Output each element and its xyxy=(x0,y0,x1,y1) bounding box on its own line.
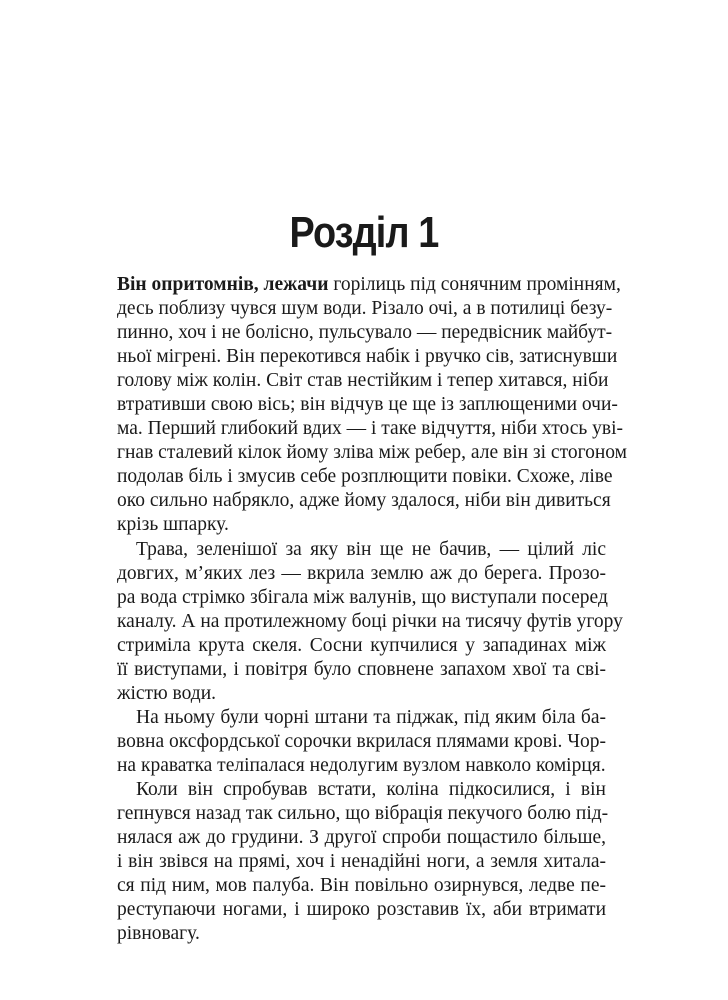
text-line: нялася аж до грудини. З другої спроби пощастило більше, xyxy=(117,827,606,849)
text-line: втративши свою вісь; він відчув це ще із заплющеними очи- xyxy=(117,394,618,416)
text-line: жістю води. xyxy=(117,682,217,704)
text-line: крізь шпарку. xyxy=(117,514,229,536)
text-line: око сильно набрякло, адже йому здалося, ніби він дивиться xyxy=(117,490,611,512)
text-line: голову між колін. Світ став нестійким і тепер хитався, ніби xyxy=(117,370,609,392)
text-line: гнав сталевий кілок йому зліва між ребер, але він зі стогоном xyxy=(117,442,628,464)
text-line: ра вода стрімко збігала між валунів, що виступали посеред xyxy=(117,586,608,608)
text-line: рівновагу. xyxy=(117,923,200,945)
text-line xyxy=(117,273,621,297)
paragraph xyxy=(117,538,623,706)
lead-in-rest: горілиць під сонячним промінням, xyxy=(328,274,621,295)
text-line: каналу. А на протилежному боці річки на тисячу футів угору xyxy=(117,610,623,632)
text-line: і він звівся на прямі, хоч і ненадійні ноги, а земля хитала- xyxy=(117,851,606,873)
text-line: ся під ним, мов палуба. Він повільно озирнувся, ледве пе- xyxy=(117,875,606,897)
text-line: на краватка теліпалася недолугим вузлом навколо комірця. xyxy=(117,754,606,776)
paragraph xyxy=(117,778,609,946)
text-line: ньої мігрені. Він перекотився набік і рвучко сів, затиснувши xyxy=(117,346,618,368)
lead-in-text: Він опритомнів, лежачи xyxy=(117,274,329,295)
chapter-body xyxy=(117,273,628,946)
text-line: стриміла крута скеля. Сосни купчилися у западинах між xyxy=(117,634,606,656)
text-line: довгих, м’яких лез — вкрила землю аж до берега. Прозо- xyxy=(117,562,606,584)
chapter-title: Розділ 1 xyxy=(289,208,439,257)
paragraph xyxy=(117,273,628,538)
text-line: десь поблизу чувся шум води. Різало очі, а в потилиці безу- xyxy=(117,298,613,320)
text-line: вовна оксфордської сорочки вкрилася плямами крові. Чор- xyxy=(117,730,606,752)
text-line: Коли він спробував встати, коліна підкосилися, і він xyxy=(136,778,606,800)
text-line: пинно, хоч і не болісно, пульсувало — передвісник майбут- xyxy=(117,322,613,344)
text-line: її виступами, і повітря було сповнене запахом хвої та сві- xyxy=(117,658,606,680)
text-line: ма. Перший глибокий вдих — і таке відчуття, ніби хтось уві- xyxy=(117,418,623,440)
text-line: реступаючи ногами, і широко розставив їх, аби втримати xyxy=(117,899,606,921)
text-line: На ньому були чорні штани та піджак, під яким біла ба- xyxy=(136,706,606,728)
text-line: Трава, зеленішої за яку він ще не бачив, — цілий ліс xyxy=(136,538,606,560)
text-line: гепнувся назад так сильно, що вібрація пекучого болю під- xyxy=(117,803,609,825)
paragraph xyxy=(117,706,606,778)
text-line: подолав біль і змусив себе розплющити повіки. Схоже, ліве xyxy=(117,466,613,488)
